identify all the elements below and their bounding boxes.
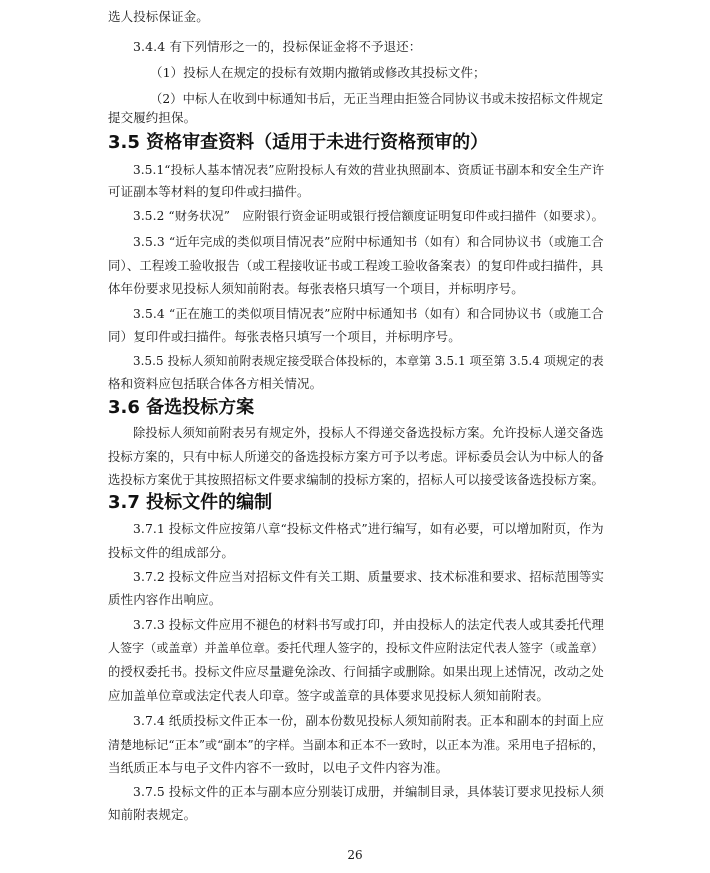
text-line: 同）、工程竣工验收报告（或工程接收证书或工程竣工验收备案表）的复印件或扫描件，具	[108, 258, 604, 273]
text-line: 知前附表规定。	[108, 807, 197, 822]
text-line: 3.5.2 “财务状况” 应附银行资金证明或银行授信额度证明复印件或扫描件（如要求）。	[133, 209, 604, 223]
text-line: 同）复印件或扫描件。每张表格只填写一个项目，并标明序号。	[108, 329, 461, 344]
text-line: 清楚地标记“正本”或“副本”的字样。当副本和正本不一致时，以正本为准。采用电子招标的，	[108, 738, 605, 752]
text-line: 3.7.5 投标文件的正本与副本应分别装订成册，并编制目录，具体装订要求见投标人须	[133, 785, 604, 799]
text-line: 人签字（或盖章）并盖单位章。委托代理人签字的，投标文件应附法定代表人签字（或盖章）	[108, 641, 604, 655]
text-line: （1）投标人在规定的投标有效期内撤销或修改其投标文件；	[150, 65, 486, 80]
section-heading-3-5: 3.5 资格审查资料（适用于未进行资格预审的）	[108, 132, 489, 153]
text-line: 3.5.5 投标人须知前附表规定接受联合体投标的，本章第 3.5.1 项至第 3.5.4 项规定的表	[133, 354, 604, 368]
text-line: 质性内容作出响应。	[108, 592, 222, 607]
text-line: 提交履约担保。	[108, 110, 197, 125]
text-line: 3.5.4 “正在施工的类似项目情况表”应附中标通知书（如有）和合同协议书（或施工合	[133, 307, 604, 321]
text-line: 3.7.4 纸质投标文件正本一份，副本份数见投标人须知前附表。正本和副本的封面上应	[133, 714, 604, 728]
text-line: 应加盖单位章或法定代表人印章。签字或盖章的具体要求见投标人须知前附表。	[108, 688, 550, 703]
text-line: 格和资料应包括联合体各方相关情况。	[108, 376, 323, 391]
text-line: 投标方案的，只有中标人所递交的备选投标方案方可予以考虑。评标委员会认为中标人的备	[108, 450, 604, 464]
page-number: 26	[347, 848, 363, 862]
text-line: 3.7.1 投标文件应按第八章“投标文件格式”进行编写，如有必要，可以增加附页，作为	[133, 522, 604, 536]
text-line: 选投标方案优于其按照招标文件要求编制的投标方案的，招标人可以接受该备选投标方案。	[108, 473, 604, 487]
section-heading-3-6: 3.6 备选投标方案	[108, 397, 255, 418]
text-line: 3.7.2 投标文件应当对招标文件有关工期、质量要求、技术标准和要求、招标范围等实	[133, 570, 604, 584]
text-line: 体年份要求见投标人须知前附表。每张表格只填写一个项目，并标明序号。	[108, 281, 524, 296]
text-line: 的授权委托书。投标文件应尽量避免涂改、行间插字或删除。如果出现上述情况，改动之处	[108, 665, 604, 679]
text-line: 3.4.4 有下列情形之一的，投标保证金将不予退还：	[133, 39, 422, 54]
text-line: 除投标人须知前附表另有规定外，投标人不得递交备选投标方案。允许投标人递交备选	[133, 426, 604, 440]
text-line: （2）中标人在收到中标通知书后，无正当理由拒签合同协议书或未按招标文件规定	[150, 92, 604, 106]
text-line: 投标文件的组成部分。	[108, 545, 235, 560]
text-line: 当纸质正本与电子文件内容不一致时，以电子文件内容为准。	[108, 760, 449, 775]
text-line: 3.5.3 “近年完成的类似项目情况表”应附中标通知书（如有）和合同协议书（或施工合	[133, 235, 604, 249]
section-heading-3-7: 3.7 投标文件的编制	[108, 492, 273, 513]
text-line: 可证副本等材料的复印件或扫描件。	[108, 184, 310, 199]
text-line: 3.7.3 投标文件应用不褪色的材料书写或打印，并由投标人的法定代表人或其委托代理	[133, 618, 604, 632]
text-line: 选人投标保证金。	[108, 9, 209, 24]
text-line: 3.5.1“投标人基本情况表”应附投标人有效的营业执照副本、资质证书副本和安全生产许	[133, 163, 605, 177]
